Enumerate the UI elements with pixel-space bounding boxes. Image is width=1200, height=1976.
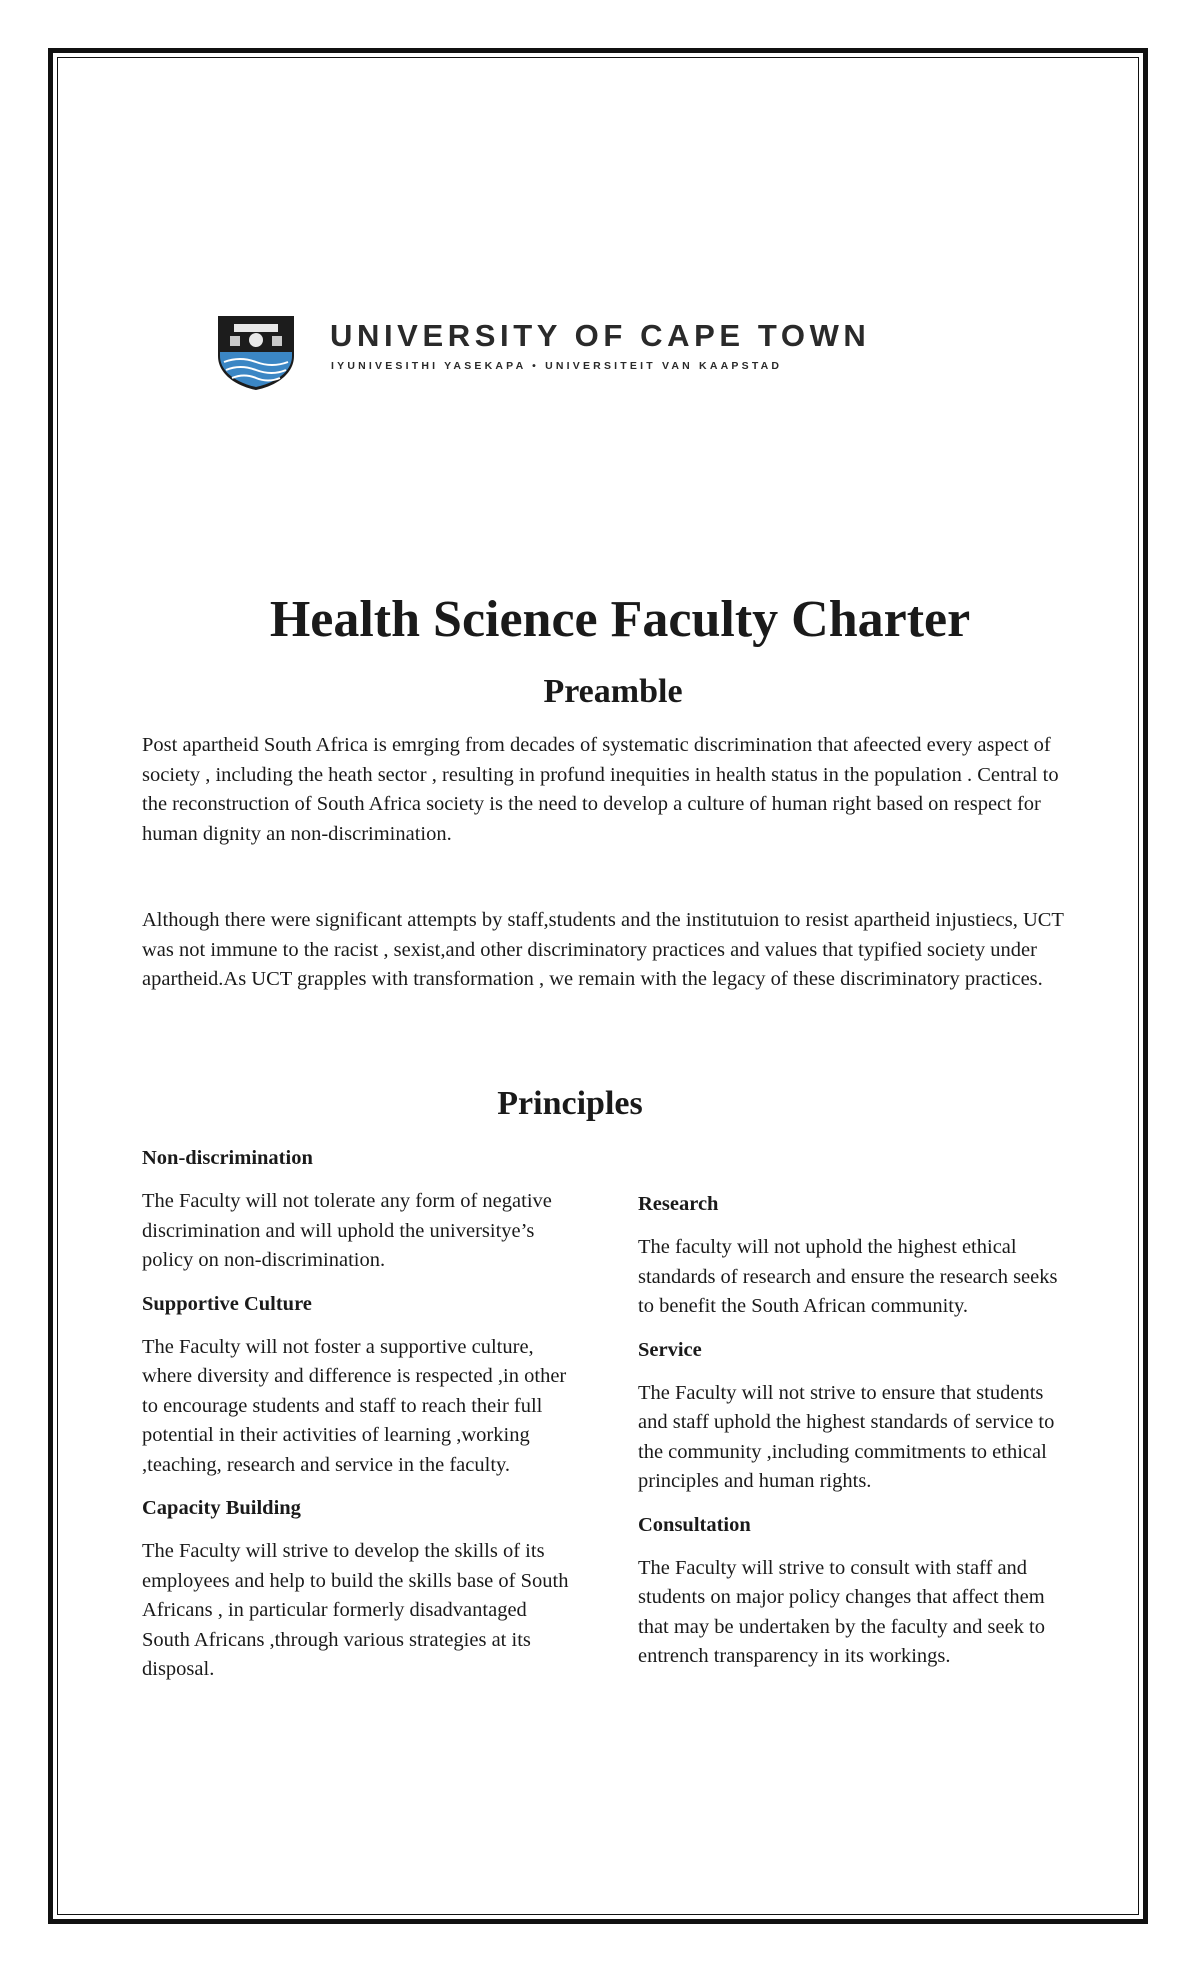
preamble-paragraph-1: Post apartheid South Africa is emrging from decades of systematic discrimination that afeected every aspect of society , including the heath sector , resulting in profund inequities in health status in the population . Central to the reconstruction of South Africa society is the need to develop a culture of human right based on respect for human dignity an non-discrimination.: [142, 734, 1059, 845]
university-name-translations: IYUNIVESITHI YASEKAPA • UNIVERSITEIT VAN KAAPSTAD: [331, 360, 783, 372]
document-title: Health Science Faculty Charter: [269, 591, 971, 648]
principle-title: Service: [638, 1338, 702, 1361]
principle-service: [638, 1336, 1068, 1497]
principle-title: Capacity Building: [142, 1497, 301, 1519]
principle-text: The Faculty will not foster a supportive culture, where diversity and difference is respected ,in other to encourage students and staff to reach their full potential in their activities of learning ,working ,teaching, research and service in the faculty.: [142, 1335, 567, 1476]
preamble-paragraph-2: Although there were significant attempts by staff,students and the institutuion to resist apartheid injustiecs, UCT was not immune to the racist , sexist,and other discriminatory practices and values that typified society under apartheid.As UCT grapples with transformation , we remain with the legacy of these discriminatory practices.: [142, 909, 1064, 990]
principle-title: Consultation: [638, 1513, 751, 1536]
university-logo: [210, 312, 1010, 392]
university-name: UNIVERSITY OF CAPE TOWN: [330, 318, 871, 353]
principles-left-column: [142, 1144, 572, 1699]
principles-heading: Principles: [497, 1085, 643, 1122]
principle-title: Research: [638, 1193, 719, 1215]
principle-capacity-building: [142, 1494, 572, 1685]
principles-right-column: [638, 1190, 1068, 1686]
principle-text: The faculty will not uphold the highest ethical standards of research and ensure the research seeks to benefit the South African community.: [638, 1236, 1058, 1317]
preamble-heading: Preamble: [543, 673, 683, 710]
principle-supportive-culture: [142, 1290, 572, 1481]
principle-text: The Faculty will strive to consult with staff and students on major policy changes that affect them that may be undertaken by the faculty and seek to entrench transparency in its workings.: [638, 1556, 1046, 1667]
university-crest-icon: [210, 312, 302, 392]
principle-text: The Faculty will not tolerate any form of negative discrimination and will uphold the universitye’s policy on non-discrimination.: [142, 1190, 552, 1271]
principle-text: The Faculty will strive to develop the skills of its employees and help to build the skills base of South Africans , in particular formerly disadvantaged South Africans ,through various strategies at its disposal.: [142, 1540, 569, 1680]
principle-non-discrimination: [142, 1144, 572, 1276]
principle-title: Non-discrimination: [142, 1147, 313, 1169]
principle-research: [638, 1190, 1068, 1322]
principle-text: The Faculty will not strive to ensure that students and staff uphold the highest standards of service to the community ,including commitments to ethical principles and human rights.: [638, 1381, 1055, 1492]
principle-title: Supportive Culture: [142, 1292, 312, 1315]
principle-consultation: [638, 1511, 1068, 1672]
